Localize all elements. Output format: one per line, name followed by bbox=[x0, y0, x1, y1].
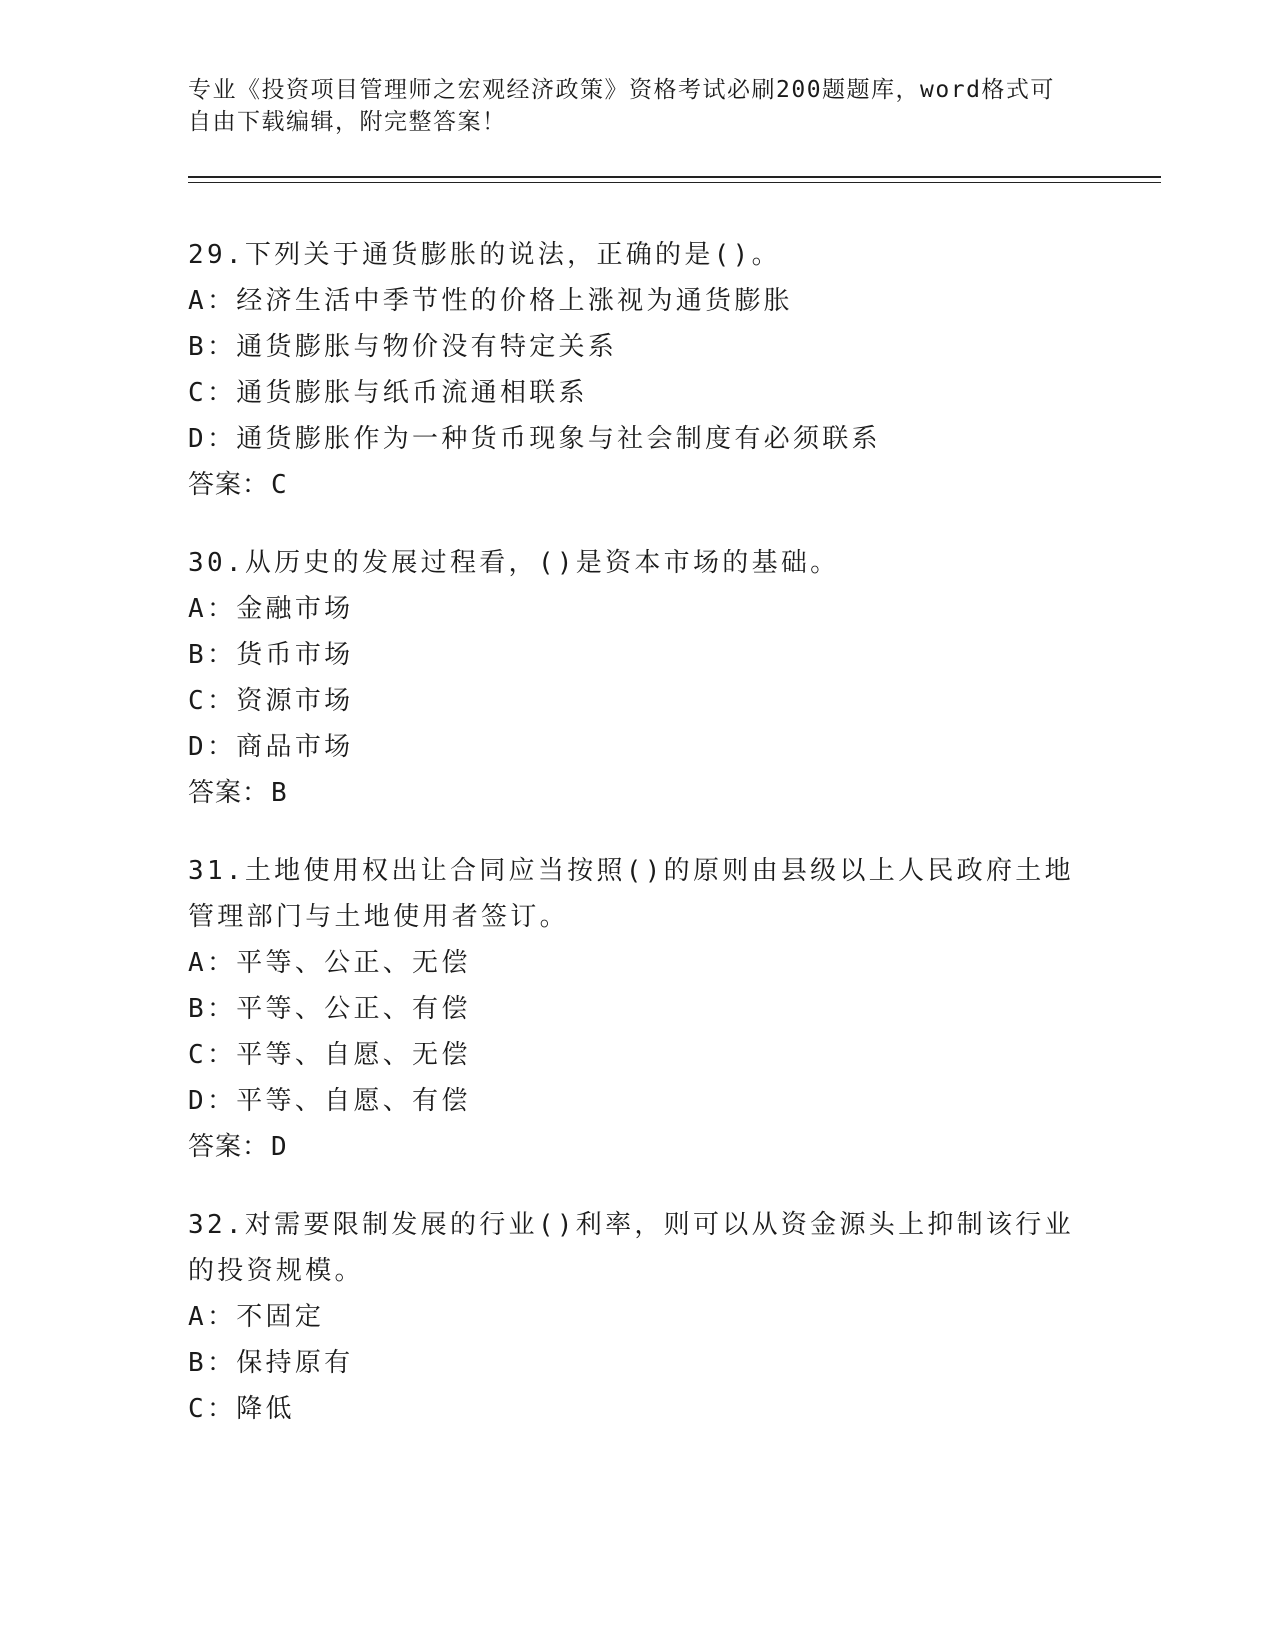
option-b: B：通货膨胀与物价没有特定关系 bbox=[188, 332, 618, 362]
answer-label: 答案： bbox=[188, 1132, 270, 1162]
option-b: B：平等、公正、有偿 bbox=[188, 994, 471, 1024]
option-a: A：平等、公正、无偿 bbox=[188, 948, 471, 978]
option-a: A：经济生活中季节性的价格上涨视为通货膨胀 bbox=[188, 286, 793, 316]
question-32 bbox=[188, 1202, 1088, 1432]
option-d: D：商品市场 bbox=[188, 732, 354, 762]
answer-label: 答案： bbox=[188, 778, 270, 808]
answer-value: B bbox=[271, 778, 288, 808]
question-31 bbox=[188, 848, 1088, 1170]
option-c: C：降低 bbox=[188, 1394, 295, 1424]
header-line-1: 专业《投资项目管理师之宏观经济政策》资格考试必刷200题题库，word格式可 bbox=[188, 77, 1055, 103]
header-divider-thin bbox=[188, 182, 1161, 183]
question-stem: 30.从历史的发展过程看，()是资本市场的基础。 bbox=[188, 548, 840, 578]
header-line-2: 自由下载编辑，附完整答案！ bbox=[188, 109, 507, 135]
option-c: C：平等、自愿、无偿 bbox=[188, 1040, 471, 1070]
answer-value: C bbox=[271, 470, 288, 500]
question-stem: 29.下列关于通货膨胀的说法，正确的是()。 bbox=[188, 240, 781, 270]
option-c: C：资源市场 bbox=[188, 686, 354, 716]
option-a: A：不固定 bbox=[188, 1302, 325, 1332]
option-d: D：通货膨胀作为一种货币现象与社会制度有必须联系 bbox=[188, 424, 881, 454]
option-b: B：货币市场 bbox=[188, 640, 354, 670]
answer-line bbox=[188, 462, 1088, 508]
answer-line bbox=[188, 770, 1088, 816]
question-29 bbox=[188, 232, 1088, 508]
answer-label: 答案： bbox=[188, 470, 270, 500]
header-divider-thick bbox=[188, 176, 1161, 178]
question-stem: 32.对需要限制发展的行业()利率，则可以从资金源头上抑制该行业的投资规模。 bbox=[188, 1210, 1074, 1286]
option-c: C：通货膨胀与纸币流通相联系 bbox=[188, 378, 588, 408]
question-list bbox=[188, 232, 1088, 1464]
answer-line bbox=[188, 1124, 1088, 1170]
option-d: D：平等、自愿、有偿 bbox=[188, 1086, 471, 1116]
question-stem: 31.土地使用权出让合同应当按照()的原则由县级以上人民政府土地管理部门与土地使用者签订。 bbox=[188, 856, 1074, 932]
question-30 bbox=[188, 540, 1088, 816]
option-a: A：金融市场 bbox=[188, 594, 354, 624]
document-header bbox=[188, 74, 1088, 138]
option-b: B：保持原有 bbox=[188, 1348, 354, 1378]
answer-value: D bbox=[271, 1132, 288, 1162]
